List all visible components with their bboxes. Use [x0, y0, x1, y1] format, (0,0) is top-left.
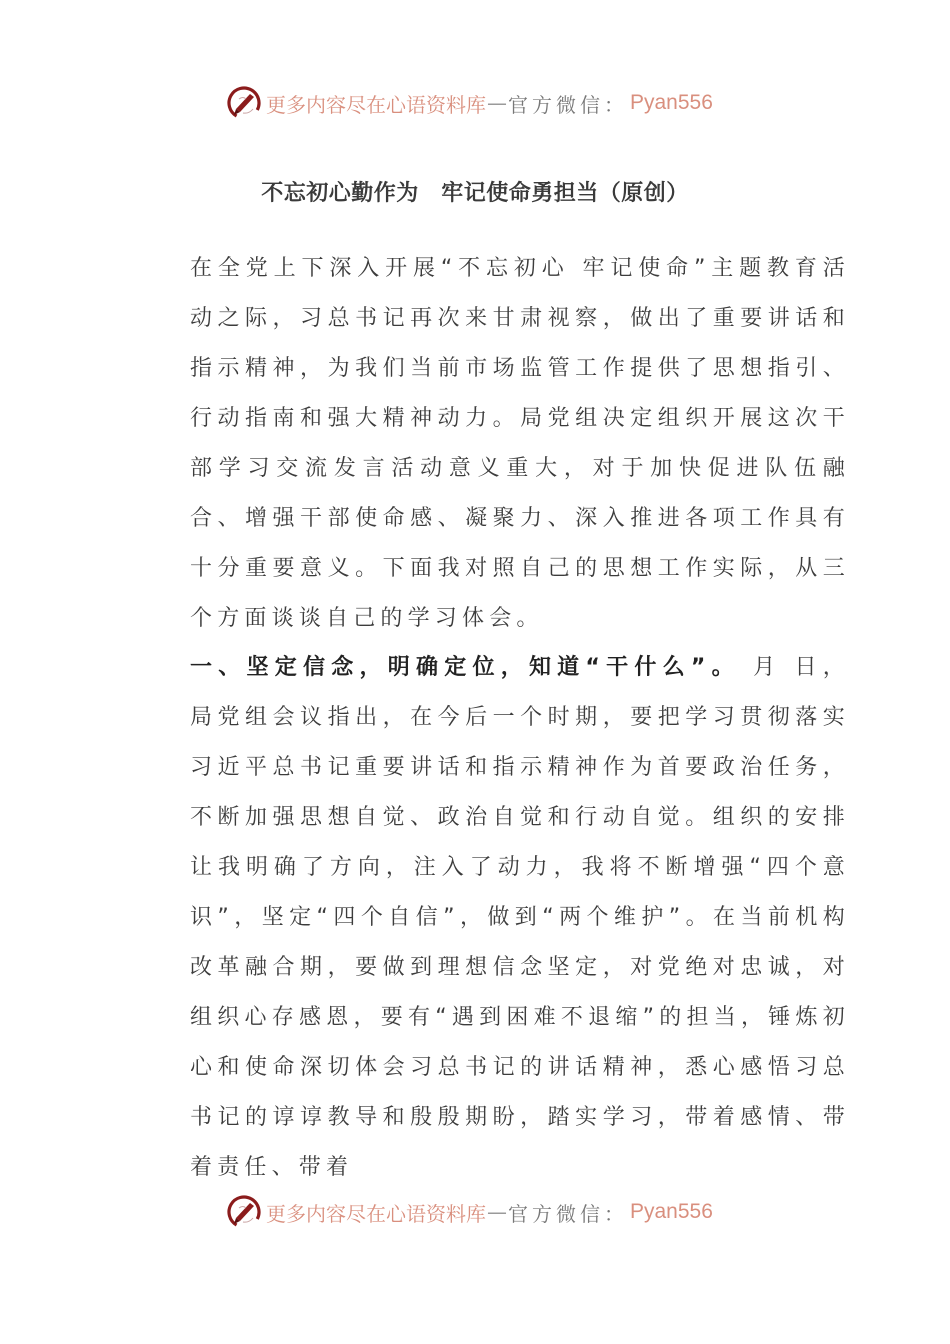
- banner-wechat-label: 官方微信：: [508, 92, 628, 117]
- section-heading: 一、坚定信念，明确定位，知道“干什么”。: [190, 655, 740, 680]
- banner-wechat-id: Pyan556: [630, 91, 713, 114]
- paragraph-text: 月 日，局党组会议指出，在今后一个时期，要把学习贯彻落实习近平总书记重要讲话和指示精神作为首要政治任务，不断加强思想自觉、政治自觉和行动自觉。组织的安排让我明确了方向，注入了动力，我将不断增强“四个意识”，坚定“四个自信”，做到“两个维护”。在当前机构改革融合期，要做到理想信念坚定，对党绝对忠诚，对组织心存感恩，要有“遇到困难不退缩”的担当，锤炼初心和使命深切体会习总书记的讲话精神，悉心感悟习总书记的谆谆教导和殷殷期盼，踏实学习，带着感情、带着责任、带着: [190, 655, 850, 1180]
- document-title: 不忘初心勤作为 牢记使命勇担当（原创）: [261, 181, 689, 206]
- banner-main-text: 更多内容尽在心语资料库: [266, 1201, 486, 1226]
- banner-wechat-label: 官方微信：: [508, 1201, 628, 1226]
- section-one-paragraph: [146, 643, 850, 1193]
- banner-dash: —: [487, 91, 507, 115]
- intro-paragraph: [146, 244, 850, 644]
- header-banner: [226, 83, 713, 123]
- quill-pen-logo-icon: [226, 1194, 262, 1230]
- footer-banner: [226, 1192, 713, 1232]
- quill-pen-logo-icon: [226, 85, 262, 121]
- banner-dash: —: [487, 1200, 507, 1224]
- banner-main-text: 更多内容尽在心语资料库: [266, 92, 486, 117]
- banner-wechat-id: Pyan556: [630, 1200, 713, 1223]
- paragraph-text: 在全党上下深入开展“不忘初心 牢记使命”主题教育活动之际，习总书记再次来甘肃视察，做出了重要讲话和指示精神，为我们当前市场监管工作提供了思想指引、行动指南和强大精神动力。局党组决定组织开展这次干部学习交流发言活动意义重大，对于加快促进队伍融合、增强干部使命感、凝聚力、深入推进各项工作具有十分重要意义。下面我对照自己的思想工作实际，从三个方面谈谈自己的学习体会。: [190, 256, 850, 631]
